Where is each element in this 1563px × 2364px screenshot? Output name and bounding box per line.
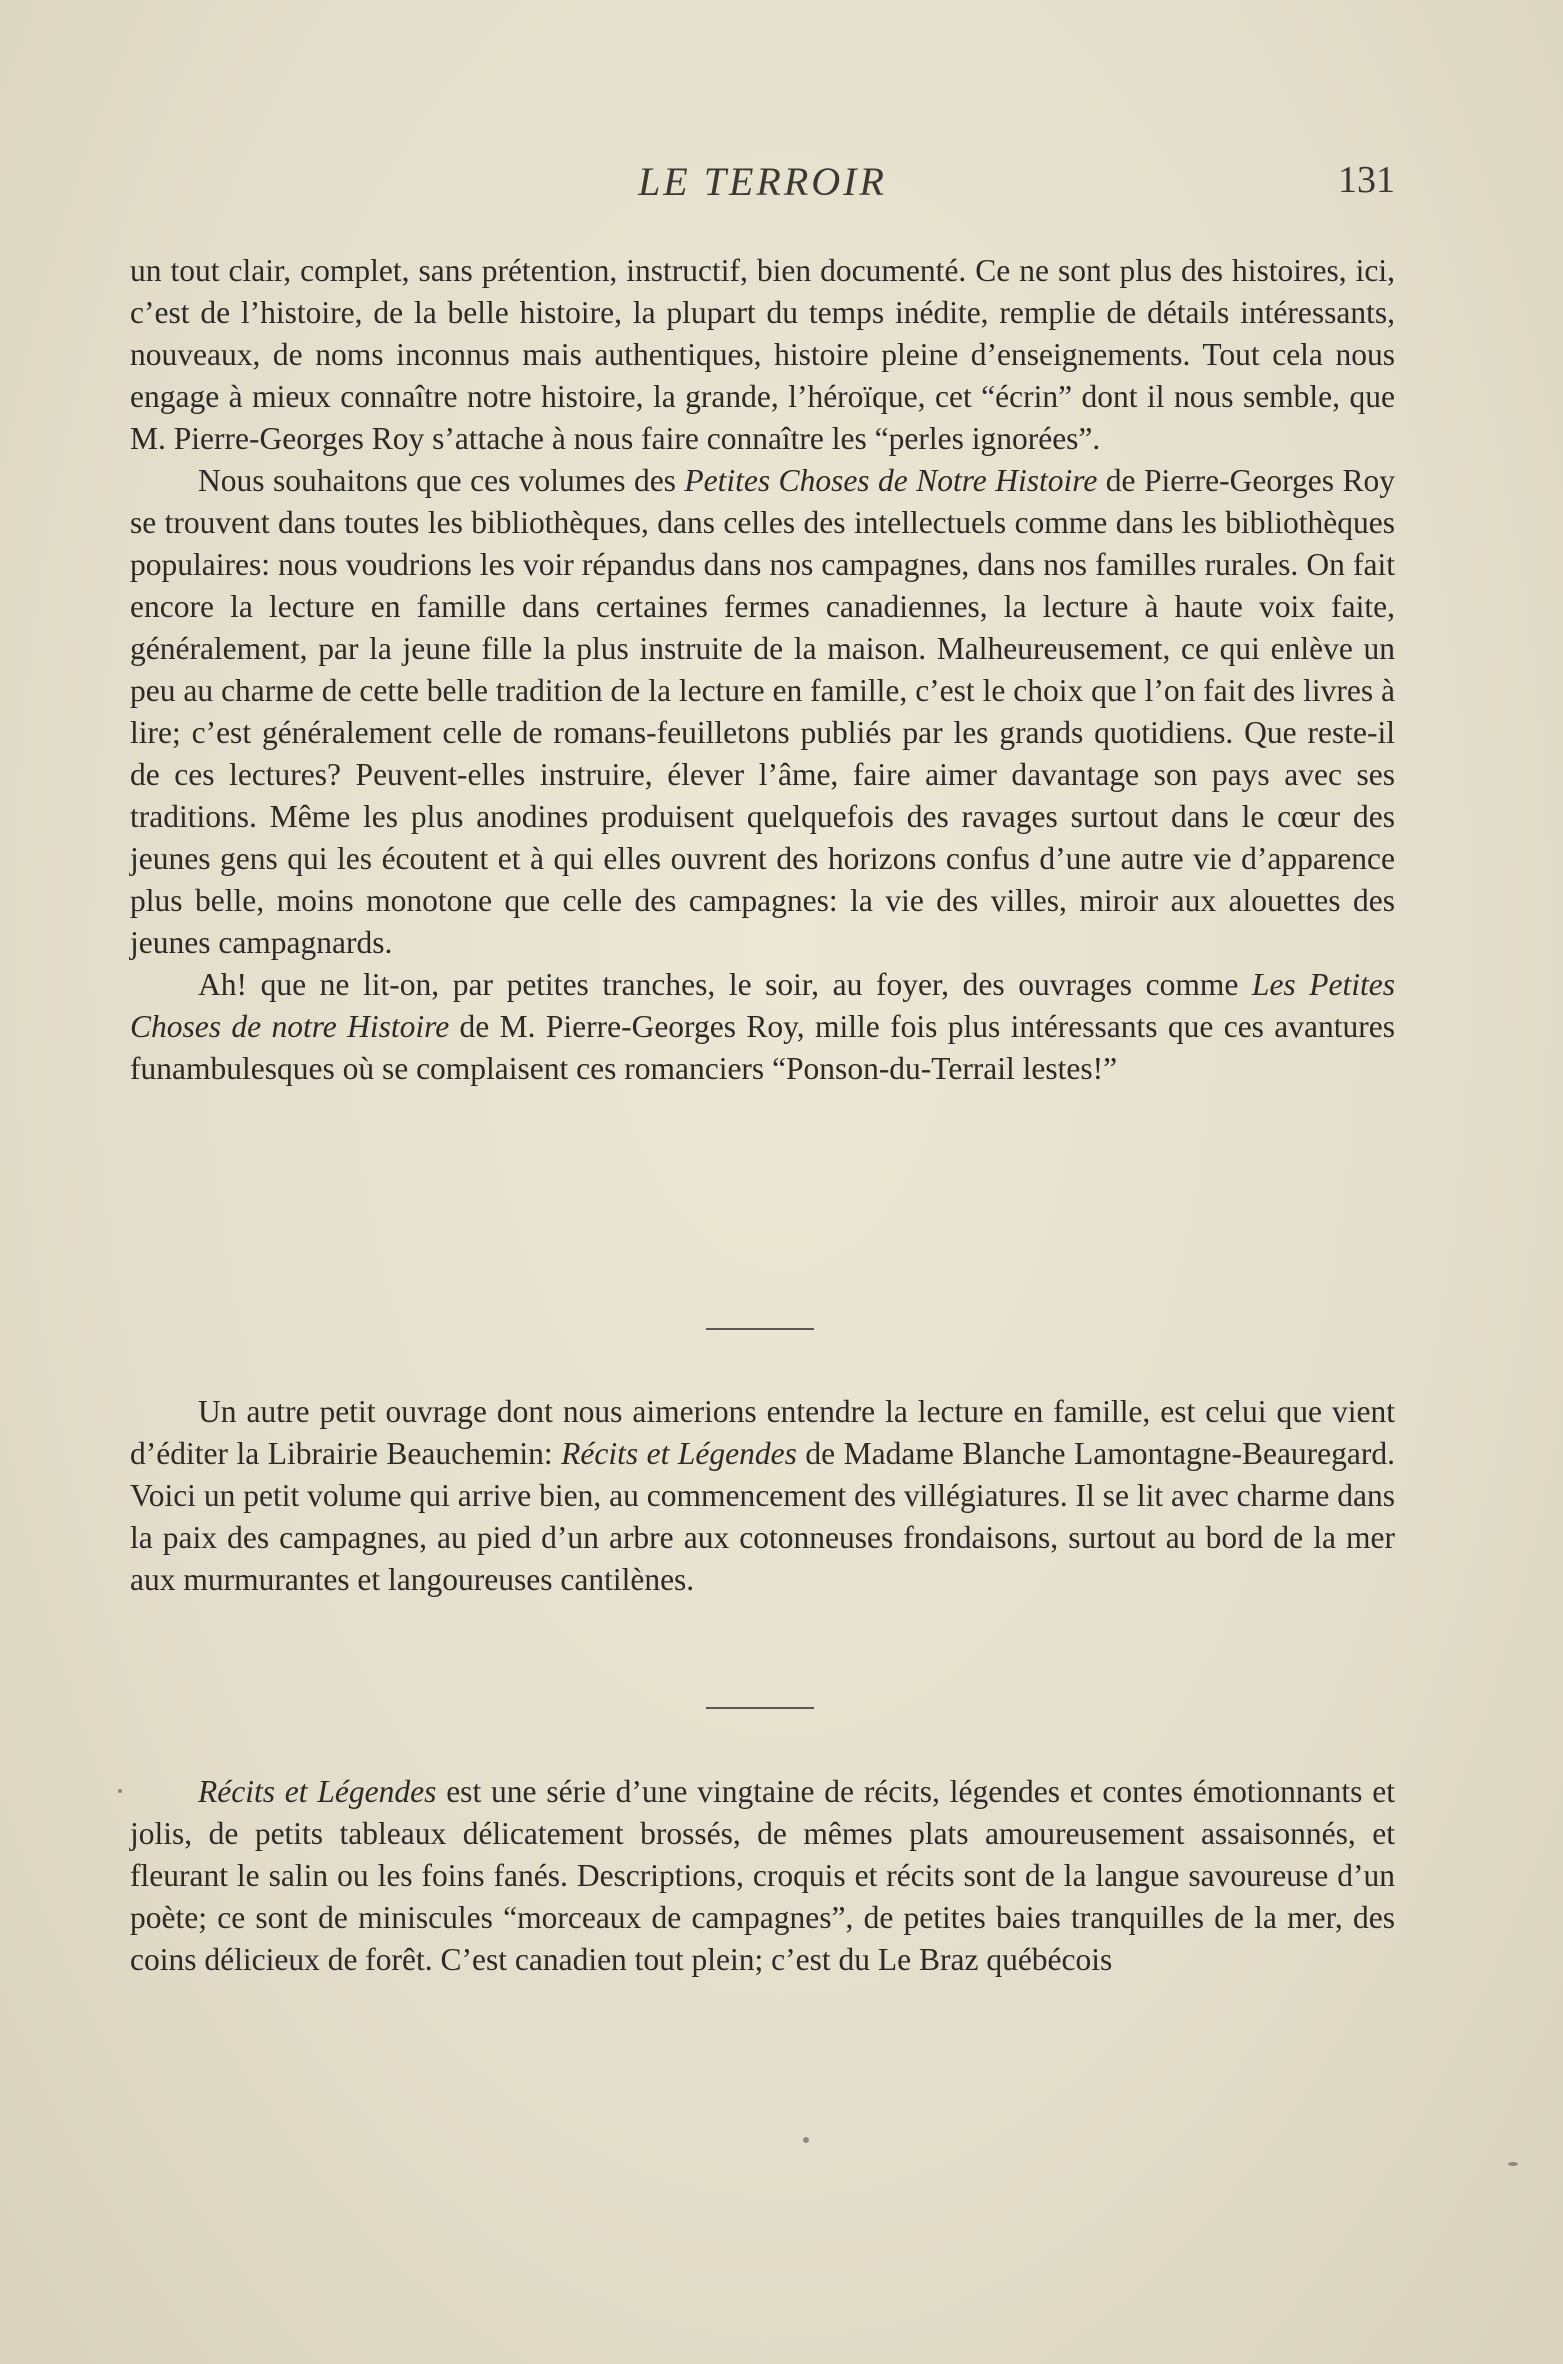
paragraph-text: est une série d’une vingtaine de récits, légendes et contes émotionnants et jolis, de petits tableaux délicatement brossés, de mêmes plats amoureusement assaisonnés, et fleurant le salin ou les foins fanés. Descriptions, croquis et récits sont de la langue savoureuse d’un poète; ce sont de miniscules “morceaux de campagnes”, de petites baies tranquilles de la mer, des coins délicieux de forêt. C’est canadien tout plein; c’est du Le Braz québécois <box>130 1774 1395 1977</box>
paragraph-recits-et-legendes <box>130 1771 1395 1981</box>
paragraph-text: Un autre petit ouvrage dont nous aimerions entendre la lecture en famille, est celui que vient d’éditer la Librairie Beauchemin: <box>130 1394 1395 1471</box>
book-title: Récits et Légendes <box>561 1436 797 1471</box>
book-title: Les Petites Choses de notre Histoire <box>130 967 1396 1044</box>
text-section-3 <box>130 1771 1395 1981</box>
running-head <box>130 158 1395 208</box>
paragraph-text: Nous souhaitons que ces volumes des <box>198 463 685 498</box>
paragraph-text: Ah! que ne lit-on, par petites tranches, le soir, au foyer, des ouvrages comme <box>198 967 1252 1002</box>
paragraph-petites-choses <box>130 460 1395 964</box>
paragraph-text: de M. Pierre-Georges Roy, mille fois plus intéressants que ces avantures funambulesques où se complaisent ces romanciers “Ponson-du-Terrail lestes!” <box>130 1009 1395 1086</box>
paper-speck <box>1508 2162 1518 2166</box>
book-title: Petites Choses de Notre Histoire <box>684 463 1098 498</box>
section-divider <box>706 1707 814 1709</box>
paper-speck <box>803 2137 809 2143</box>
text-section-1 <box>130 250 1395 1090</box>
page-number: 131 <box>1338 159 1395 201</box>
paragraph-autre-ouvrage <box>130 1391 1395 1601</box>
book-title: Récits et Légendes <box>198 1774 437 1809</box>
text-section-2 <box>130 1391 1395 1601</box>
paragraph-text: de Pierre-Georges Roy se trouvent dans toutes les bibliothèques, dans celles des intellectuels comme dans les bibliothèques populaires: nous voudrions les voir répandus dans nos campagnes, dans nos familles rurales. On fait encore la lecture en famille dans certaines fermes canadiennes, la lecture à haute voix faite, généralement, par la jeune fille la plus instruite de la maison. Malheureusement, ce qui enlève un peu au charme de cette belle tradition de la lecture en famille, c’est le choix que l’on fait des livres à lire; c’est généralement celle de romans-feuilletons publiés par les grands quotidiens. Que reste-il de ces lectures? Peuvent-elles instruire, élever l’âme, faire aimer davantage son pays avec ses traditions. Même les plus anodines produisent quelquefois des ravages surtout dans le cœur des jeunes gens qui les écoutent et à qui elles ouvrent des horizons confus d’une autre vie d’apparence plus belle, moins monotone que celle des campagnes: la vie des villes, miroir aux alouettes des jeunes campagnards. <box>130 463 1395 960</box>
section-divider <box>706 1328 814 1330</box>
paragraph-ah-que-ne-lit-on <box>130 964 1395 1090</box>
running-title: LE TERROIR <box>638 159 887 204</box>
paragraph-text: de Madame Blanche Lamontagne-Beauregard. Voici un petit volume qui arrive bien, au commencement des villégiatures. Il se lit avec charme dans la paix des campagnes, au pied d’un arbre aux cotonneuses frondaisons, surtout au bord de la mer aux murmurantes et langoureuses cantilènes. <box>130 1436 1395 1597</box>
paper-speck <box>118 1789 122 1793</box>
paragraph-continued: un tout clair, complet, sans prétention, instructif, bien documenté. Ce ne sont plus des histoires, ici, c’est de l’histoire, de la belle histoire, la plupart du temps inédite, remplie de détails intéressants, nouveaux, de noms inconnus mais authentiques, histoire pleine d’enseignements. Tout cela nous engage à mieux connaître notre histoire, la grande, l’héroïque, cet “écrin” dont il nous semble, que M. Pierre-Georges Roy s’attache à nous faire connaître les “perles ignorées”. <box>130 253 1395 456</box>
